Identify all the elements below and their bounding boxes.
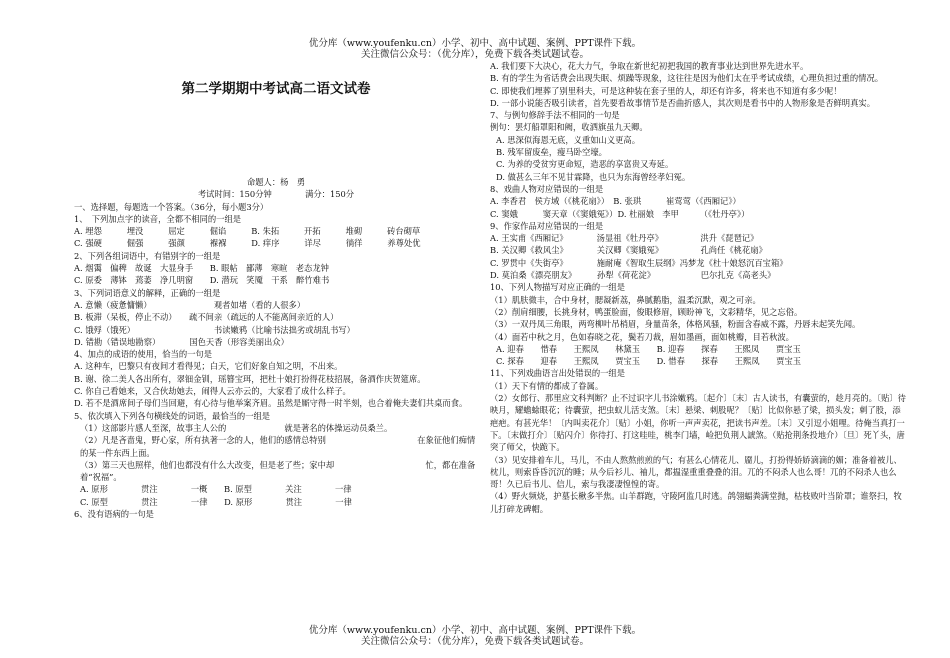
header-line-2: 关注微信公众号：（优分库），免费下载各类试题试卷。 [360, 49, 589, 60]
option-line: C. 原委 薄钵 蔫萎 净几明窗 D. 潜玩 笑魇 干系 醉竹难书 [74, 275, 330, 286]
option-line: B. 残军留废垒，瘦马卧空壕。 [496, 147, 607, 158]
option-line: （1）天下有情的都成了眷属。 [490, 380, 604, 391]
option-line: D. 一部小说能否吸引读者，首先要看故事情节是否曲折感人，其次则是看书中的人物形象是否鲜明真实。 [490, 97, 875, 108]
option-line: A. 王实甫《西厢记》 汤显祖《牡丹亭》 洪升《琵琶记》 [490, 233, 759, 244]
option-line: A. 埋怨 埋没 屈定 倔谄 B. 朱拓 开拓 堆砌 砖台砌草 [74, 226, 421, 237]
option-line: （4）野火频烧，护墓长楸多半焦。山羊群跑，守陵阿监几时逃。鸽翎蝠粪满堂抛，枯枝败叶当阶罩；谁祭扫，牧儿打碎龙碑帽。 [490, 491, 902, 514]
option-line: （4）面若中秋之月，色如春晓之花，鬓若刀裁，眉如墨画，面如桃瓣，目若秋波。 [490, 331, 794, 342]
option-line: （3）一双丹凤三角眼，两弯柳叶吊梢眉，身量苗条，体格风骚，粉面含春威不露，丹唇未起笑先闻。 [490, 319, 861, 330]
option-line: B. 有的学生为省话费会出现失眠、烦躁等现象，这往往是因为他们太在乎考试成绩，心理负担过重的情况。 [490, 73, 884, 84]
option-line: C. 为养的受贫穷更命短，造恶的享富贵又寿延。 [496, 159, 674, 170]
exam-author: 命题人：杨 勇 [246, 177, 306, 187]
option-line: C. 即使我们埋葬了别里科夫，可是这种装在套子里的人，却还有许多，将来也不知道有多少呢！ [490, 85, 842, 96]
page-footer [0, 625, 950, 647]
footer-line-1: 优分库（www.youfenku.cn）小学、初中、高中试题、案例、PPT课件下载。 [308, 625, 642, 636]
option-line: A. 思深似海恩无底，义重如山义更高。 [496, 134, 641, 145]
option-line: D. 若不是酒席间子母们当回避，有心待与他举案齐眉。虽然是厮守得一时半刻，也合着俺夫妻们共桌而食。 [74, 398, 468, 409]
exam-time-score [74, 188, 478, 200]
option-line: A. 原形 贯注 一概 B. 原型 关注 一律 [80, 484, 352, 495]
question-line: 8、戏曲人物对应错误的一组是 [490, 183, 604, 194]
option-line: D. 莫泊桑《漂亮朋友》 孙犁《荷花淀》 巴尔扎克《高老头》 [490, 270, 776, 281]
option-line: A. 这种车，巴黎只有夜间才看得见；白天，它们好象自知之明，不出来。 [74, 361, 343, 372]
question-line: 一、选择题，每题选一个答案。（36分，每小题3分） [74, 201, 269, 212]
option-line: （2）女郎行、那里应文科判断？止不过识字儿书涂嫩鸦。〔起介〕〔末〕古人读书，有囊萤的，趁月亮的。〔贴〕待映月，耀蟾蜍眼花；待囊萤，把虫蚁儿活支煞。〔末〕悬梁、刺股呢？〔贴〕比似你悬了梁，损头发；刺了股，添疤疤。有甚光华！〔内叫卖花介〕〔贴〕小姐，你听一声声卖花，把读书声差。〔末〕又引逗小姐哩。待俺当真打一下。〔末做打介〕〔贴闪介〕你待打、打这哇哇，桃李门墙，崄把负荆人諕煞。（贴抢荆条投地介）〔旦〕死丫头，唐突了师父，快跪下。 [490, 393, 906, 453]
option-line: C. 强硬 倔强 强颜 褓褓 D. 痒序 详尽 徜徉 养尊处优 [74, 238, 421, 249]
exam-title: 第二学期期中考试高二语文试卷 [181, 81, 371, 97]
question-line: 10、下列人物描写对应正确的一组是 [490, 282, 626, 293]
option-line: A. 烟霭 偏稗 故诞 大显身手 B. 眼帖 鄙薄 寒暄 老态龙钟 [74, 263, 329, 274]
option-line: （1）肌肤微丰，合中身材，腮凝新荔，鼻腻鹅脂，温柔沉默，观之可亲。 [490, 294, 761, 305]
example-line: 例句：罢灯船罩阳和阙，收洒旗虽九天卿。 [490, 122, 648, 133]
option-line: （2）凡是吝啬鬼，野心家，所有执著一念的人，他们的感情总特别 在象征他们痴情的某一件东西上面。 [80, 435, 476, 458]
option-line: （1）这部影片感人至深，故事主人公的 就是著名的体操运动员桑兰。 [80, 422, 393, 433]
question-line: 4、加点的成语的使用，恰当的一句是 [74, 349, 213, 360]
question-line: 2、下列各组词语中，有错别字的一组是 [74, 250, 221, 261]
question-line: 5、依次填入下列各句横线处的词语，最恰当的一组是 [74, 410, 271, 421]
option-line: （2）削肩细腰，长挑身材，鸭蛋脸面，俊眼修眉，顾盼神飞，文彩精华，见之忘俗。 [490, 306, 803, 317]
footer-line-2: 关注微信公众号：（优分库），免费下载各类试题试卷。 [360, 636, 589, 647]
header-line-1: 优分库（www.youfenku.cn）小学、初中、高中试题、案例、PPT课件下载。 [308, 38, 642, 49]
option-line: B. 板滞（呆板，停止不动） 疏不间亲（疏远的人不能离间亲近的人） [74, 312, 339, 323]
left-column [74, 60, 478, 520]
exam-time: 考试时间：150分钟 [197, 189, 272, 200]
option-line: C. 你自己看她来，又合伙劫她去，闹得人云亦云的，大家看了成什么样子。 [74, 386, 351, 397]
option-line: （3）第三天也照样，他们也都没有什么大改变，但是老了些；家中却 忙，都在准备着“祝福”。 [80, 459, 476, 483]
question-line: 11、下列戏曲语言出处错误的一组是 [490, 368, 626, 379]
option-line: A. 李香君 侯方域（《桃花扇》） B. 张珙 崔莺莺（《西厢记》） [490, 196, 741, 207]
question-line: 3、下列词语意义的解释，正确的一组是 [74, 287, 221, 298]
option-line: D. 错勘（错误地勘察） 国色天香（形容美丽出众） [74, 336, 289, 347]
option-line: C. 原型 贯注 一律 D. 原形 贯注 一律 [80, 496, 352, 507]
question-line: 7、与例句修辞手法不相同的一句是 [490, 110, 620, 121]
option-line: C. 窦娥 窦天章（《窦娥冤》）D. 杜丽娘 李甲 （《牡丹亭》） [490, 208, 750, 219]
question-line: 9、作家作品对应错误的一组是 [490, 220, 604, 231]
option-line: （3）见安排着车儿，马儿，不由人熬熬煎煎的气；有甚么心情花儿、靥儿，打扮得娇娇滴滴的媚；准备着被儿、枕儿，则索昏昏沉沉的睡；从今后衫儿、袖儿，都揾湿重重叠叠的泪。兀的不闷杀人也么哥！兀的不闷杀人也么哥！久已后书儿、信儿，索与我凄凄惶惶的寄。 [490, 454, 902, 490]
option-line: C. 探春 迎春 王熙凤 贾宝玉 D. 惜春 探春 王熙凤 贾宝玉 [496, 356, 802, 367]
option-line: C. 罗贯中《失街亭》 施耐庵《智取生辰纲》冯梦龙《杜十娘怒沉百宝箱》 [490, 257, 788, 268]
question-line: 1、 下列加点字的读音，全都不相同的一组是 [74, 213, 242, 224]
option-line: B. 关汉卿《救风尘》 关汉卿《窦娥冤》 孔尚任《桃花扇》 [490, 245, 767, 256]
right-column [490, 60, 908, 515]
page-header [0, 38, 950, 60]
option-line: A. 意懒（疲惫慵懒） 观者如堵（看的人很多） [74, 299, 306, 310]
option-line: B. 谢、徐二美人各出所有，翠钿金钏，瑶簪宝珥，把杜十娘打扮得花枝招展，备酒作庆贺筵席。 [74, 373, 426, 384]
question-line: 6、没有语病的一句是 [74, 509, 154, 520]
option-line: A. 迎春 惜春 王熙凤 林黛玉 B. 迎春 探春 王熙凤 贾宝玉 [496, 343, 801, 354]
option-line: A. 我们要下大决心，花大力气，争取在新世纪初把我国的教育事业达到世界先进水平。 [490, 61, 809, 71]
exam-score: 满分：150分 [305, 189, 355, 200]
option-line: D. 做甚么三年不见甘霖降，也只为东海曾经孝妇冤。 [496, 171, 691, 182]
option-line: C. 饿殍（饿死） 书读嫩鸦（比喻书法拙劣或胡乱书写） [74, 324, 355, 335]
